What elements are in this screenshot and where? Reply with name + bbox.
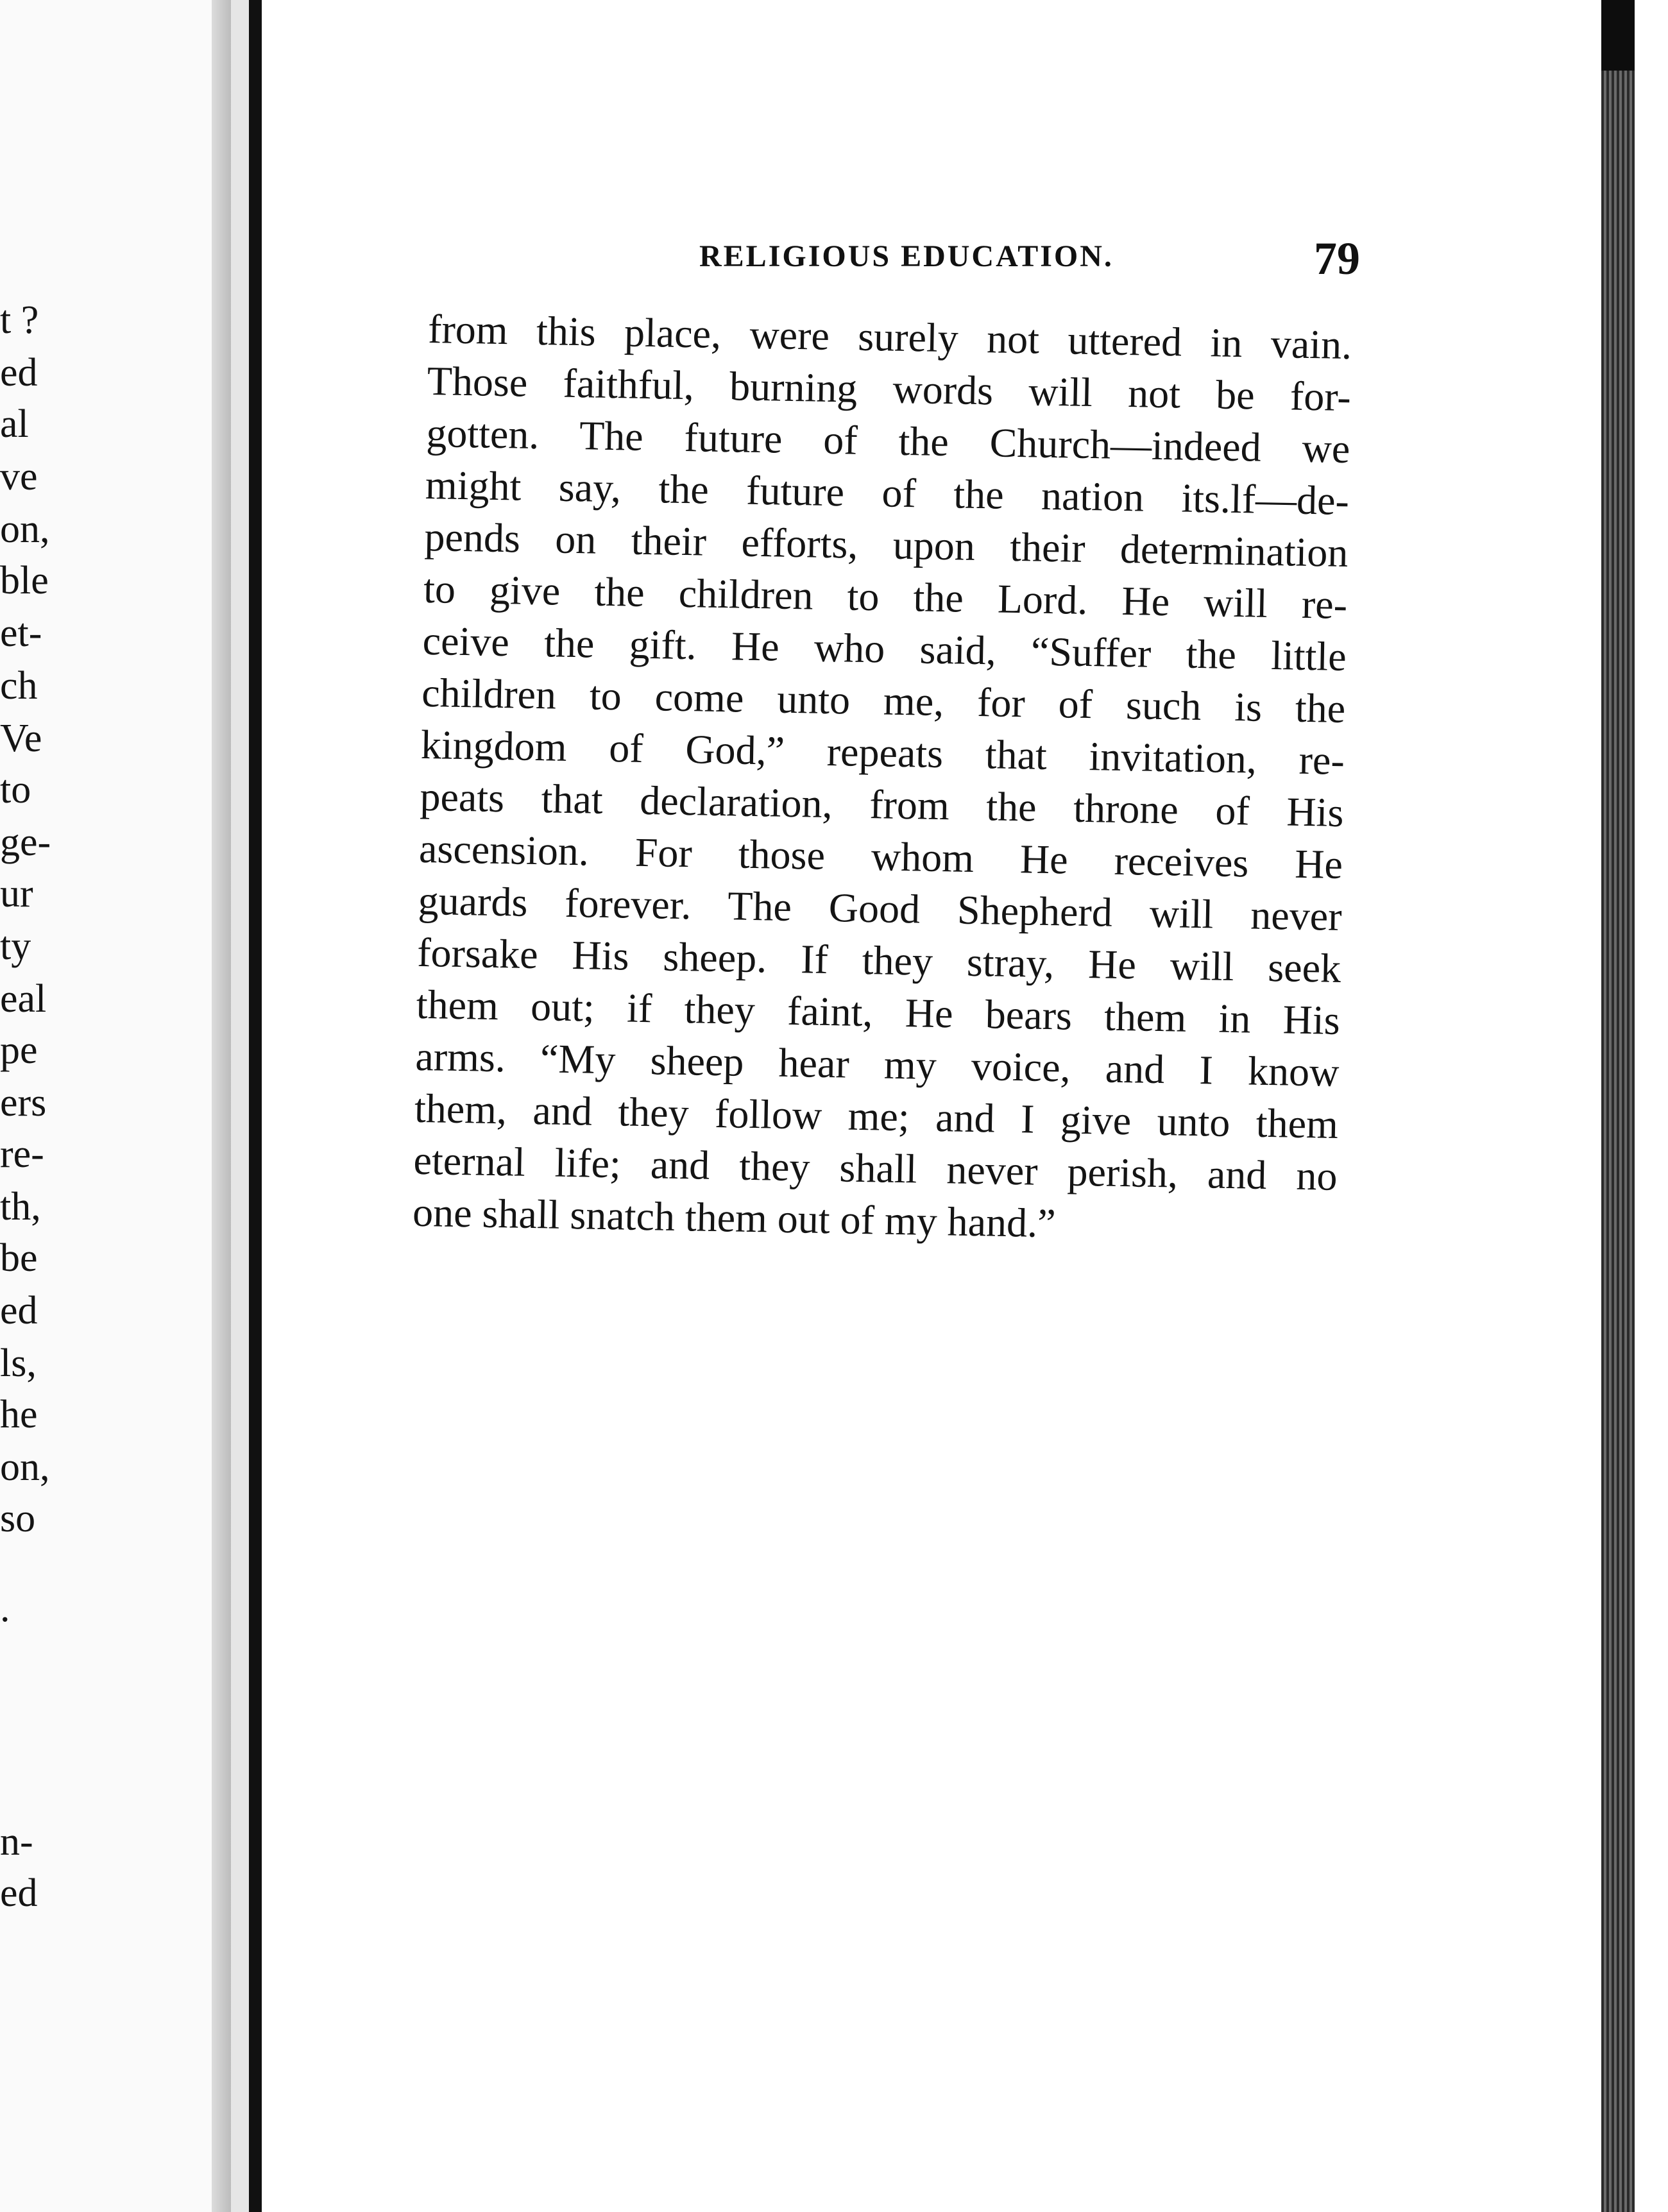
left-page-fragment: th, [0,1185,41,1229]
left-page-fragment: re- [0,1132,44,1176]
left-page-fragment: ge- [0,821,51,864]
text-line: children to come unto me, for of such is the [421,669,1346,732]
left-page-fragment: ls, [0,1341,37,1385]
left-page-fragment: et- [0,611,42,655]
left-page-fragment: so [0,1497,36,1540]
left-page-fragment: ble [0,559,49,602]
left-page-fragment: to [0,768,31,812]
left-page-fragment: ed [0,1871,38,1915]
left-page-fragment: ty [0,924,31,968]
text-line: to give the children to the Lord. He will re- [423,565,1348,628]
left-page-fragment: al [0,402,29,446]
left-page-fragment: . [0,1587,10,1630]
text-line: pends on their efforts, upon their determination [424,513,1349,576]
text-line-last: one shall snatch them out of my hand.” [412,1189,1057,1246]
left-page-fragment: pe [0,1028,38,1072]
text-line: peats that declaration, from the throne of His [419,773,1344,836]
left-page-fragment: n- [0,1820,33,1864]
text-line: forsake His sheep. If they stray, He will seek [416,929,1341,991]
text-line: them, and they follow me; and I give unto them [414,1085,1339,1147]
gutter-shade [231,0,249,2212]
left-page-fragment: ve [0,455,38,498]
text-line: might say, the future of the nation its.lf—de- [425,461,1350,524]
text-line: Those faithful, burning words will not be for- [427,357,1352,420]
page-number: 79 [1314,233,1360,284]
text-line: them out; if they faint, He bears them in His [416,981,1341,1043]
page-edge-shadow [212,0,231,2212]
text-line: gotten. The future of the Church—indeed we [425,409,1350,472]
left-page-fragment: ur [0,872,33,915]
text-line: guards forever. The Good Shepherd will never [418,877,1343,939]
left-page-fragment: eal [0,977,47,1021]
body-text [413,303,1352,1254]
text-line: eternal life; and they shall never perish, and no [413,1137,1338,1199]
text-line: ascension. For those whom He receives He [418,825,1343,887]
left-page-fragment: t ? [0,298,39,342]
left-page-fragment: on, [0,507,50,551]
left-page-fragment: ed [0,1289,38,1332]
text-line: from this place, were surely not uttered in vain. [427,305,1352,368]
text-line: arms. “My sheep hear my voice, and I know [414,1033,1340,1095]
left-page-fragment: he [0,1393,38,1436]
left-page-fragment: ch [0,664,38,708]
text-line: kingdom of God,” repeats that invitation, re- [420,721,1345,784]
left-page-fragment: ers [0,1081,47,1125]
left-page-fragment: be [0,1236,38,1280]
left-page-fragment: on, [0,1445,50,1489]
binding-gutter [249,0,262,2212]
running-head: RELIGIOUS EDUCATION. [699,239,1114,273]
page-stack-edge [1601,0,1635,2212]
left-page-fragment: ed [0,351,38,395]
page-stack-corner [1601,0,1635,71]
text-line: ceive the gift. He who said, “Suffer the little [422,617,1347,680]
left-facing-page [0,0,231,2212]
left-page-fragment: Ve [0,717,42,760]
